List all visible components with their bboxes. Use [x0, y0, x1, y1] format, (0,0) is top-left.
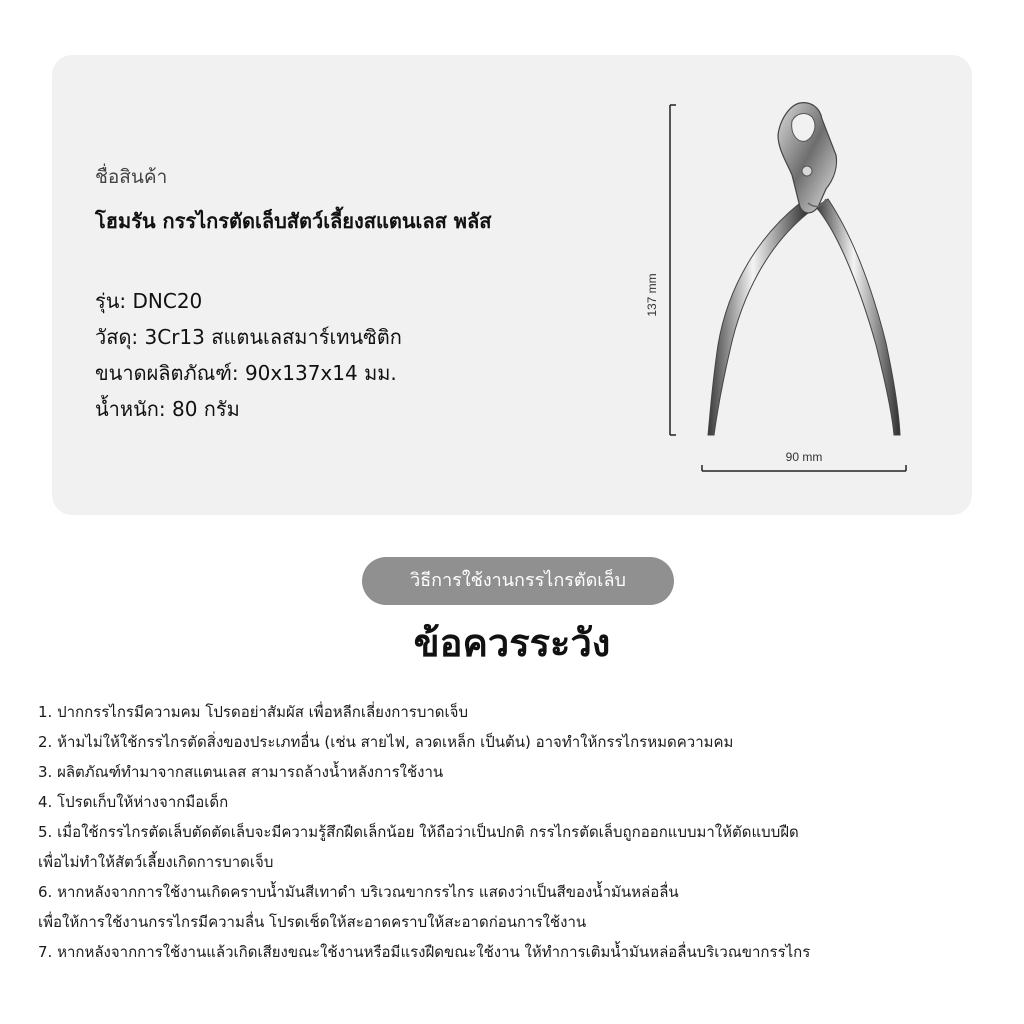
width-dimension [702, 450, 906, 471]
spec-material: วัสดุ: 3Cr13 สแตนเลสมาร์เทนซิติก [95, 325, 402, 349]
caution-item: 4. โปรดเก็บให้ห่างจากมือเด็ก [38, 793, 229, 811]
cautions-heading: ข้อควรระวัง [413, 621, 611, 665]
height-dimension [645, 105, 676, 435]
caution-item-continued: เพื่อให้การใช้งานกรรไกรมีความลื่น โปรดเช็ดให้สะอาดคราบให้สะอาดก่อนการใช้งาน [38, 913, 587, 931]
caution-item: 2. ห้ามไม่ให้ใช้กรรไกรตัดสิ่งของประเภทอื่น (เช่น สายไฟ, ลวดเหล็ก เป็นต้น) อาจทำให้กรรไกรหมดความคม [38, 733, 734, 751]
height-label: 137 mm [645, 273, 659, 317]
usage-section-pill: วิธีการใช้งานกรรไกรตัดเล็บ [362, 557, 674, 605]
spec-size: ขนาดผลิตภัณฑ์: 90x137x14 มม. [95, 361, 397, 385]
caution-item-continued: เพื่อไม่ทำให้สัตว์เลี้ยงเกิดการบาดเจ็บ [38, 853, 274, 871]
product-name: โฮมรัน กรรไกรตัดเล็บสัตว์เลี้ยงสแตนเลส พลัส [95, 209, 492, 233]
cautions-list [38, 697, 998, 967]
spec-weight: น้ำหนัก: 80 กรัม [95, 397, 240, 421]
nail-clipper-figure [640, 95, 940, 485]
caution-item: 6. หากหลังจากการใช้งานเกิดคราบน้ำมันสีเทาดำ บริเวณขากรรไกร แสดงว่าเป็นสีของน้ำมันหล่อลื่น [38, 883, 679, 901]
nail-clipper-dimension-drawing [640, 95, 940, 485]
caution-item: 7. หากหลังจากการใช้งานแล้วเกิดเสียงขณะใช้งานหรือมีแรงฝืดขณะใช้งาน ให้ทำการเติมน้ำมันหล่อลื่นบริเวณขากรรไกร [38, 943, 811, 961]
caution-item: 5. เมื่อใช้กรรไกรตัดเล็บตัดตัดเล็บจะมีความรู้สึกฝืดเล็กน้อย ให้ถือว่าเป็นปกติ กรรไกรตัดเล็บถูกออกแบบมาให้ตัดแบบฝืด [38, 823, 799, 841]
product-name-label: ชื่อสินค้า [95, 166, 168, 188]
caution-item: 3. ผลิตภัณฑ์ทำมาจากสแตนเลส สามารถล้างน้ำหลังการใช้งาน [38, 763, 444, 781]
caution-item: 1. ปากกรรไกรมีความคม โปรดอย่าสัมผัส เพื่อหลีกเลี่ยงการบาดเจ็บ [38, 703, 468, 721]
spec-model: รุ่น: DNC20 [95, 289, 203, 313]
nail-clipper-icon [708, 103, 900, 435]
product-spec-text [95, 163, 491, 427]
width-label: 90 mm [785, 450, 823, 464]
